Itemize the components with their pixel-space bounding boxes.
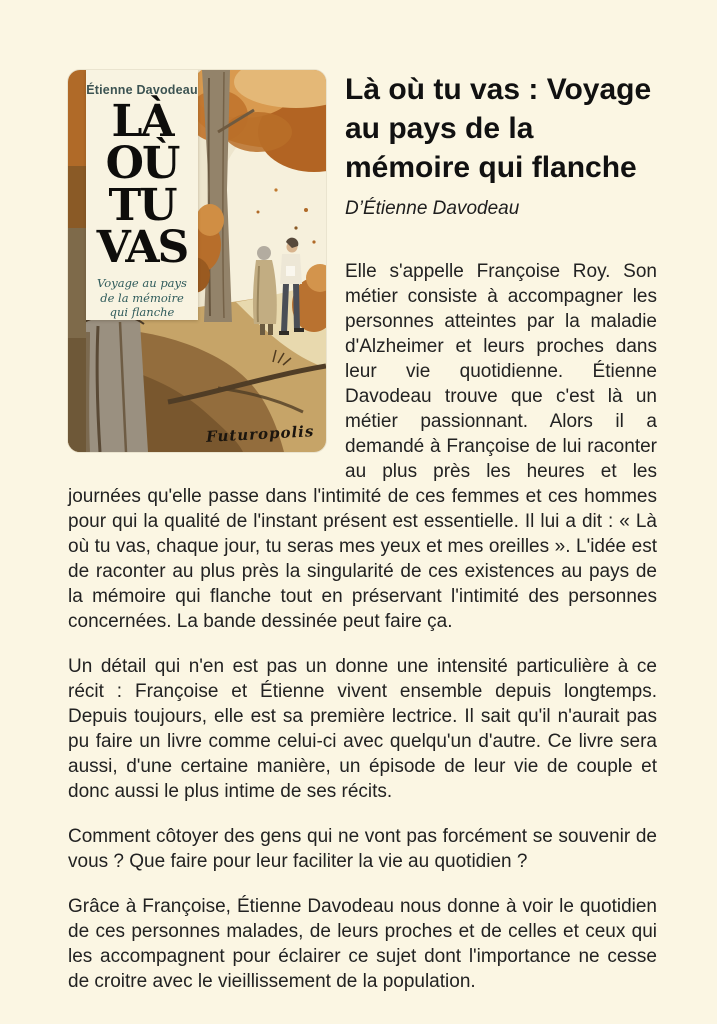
cover-title	[86, 96, 198, 273]
cover-subtitle	[86, 276, 198, 320]
cover-title-line: OÙ	[105, 138, 179, 189]
cover-title-line: LÀ	[111, 96, 173, 147]
cover-author-name: Étienne Davodeau	[86, 83, 198, 97]
cover-title-panel	[86, 70, 198, 320]
tree-trunk-foreground	[80, 314, 148, 452]
article-paragraph: Elle s'appelle Françoise Roy. Son métier consiste à accompagner les personnes atteintes par la maladie d'Alzheimer et leurs proches dans leur vie quotidienne. Étienne Davodeau trouve que c'est là un métier passionnant. Alors il a demandé à Françoise de lui raconter au plus près les heures et les journées qu'elle passe dans l'intimité de ces femmes et ces hommes pour qui la qualité de l'instant présent est essentielle. Il lui a dit : « Là où tu vas, chaque jour, tu seras mes yeux et mes oreilles ». L'idée est de raconter au plus près la singularité de ces existences au pays de la mémoire qui flanche tout en préservant l'intimité des personnes concernées. La bande dessinée peut faire ça.	[68, 261, 657, 632]
cover-title-line: VAS	[96, 222, 188, 273]
article-paragraph: Grâce à Françoise, Étienne Davodeau nous donne à voir le quotidien de ces personnes malades, de leurs proches et de celles et ceux qui les accompagnent pour éclairer ce sujet dont l'importance ne cesse de croitre avec le vieillissement de la population.	[68, 896, 657, 992]
cover-subtitle-line: qui flanche	[109, 305, 175, 319]
cover-subtitle-line: de la mémoire	[100, 290, 184, 305]
page-title: Là où tu vas : Voyage au pays de la mémoire qui flanche	[345, 73, 652, 184]
cover-subtitle-line: Voyage au pays	[97, 276, 187, 290]
article-paragraph: Comment côtoyer des gens qui ne vont pas forcément se souvenir de vous ? Que faire pour leur faciliter la vie au quotidien ?	[68, 826, 657, 872]
cover-title-line: TU	[108, 180, 176, 231]
cover-left-edge-foliage	[68, 70, 86, 452]
author-byline: D’Étienne Davodeau	[345, 198, 520, 219]
book-cover	[68, 70, 326, 452]
publisher-logo: Futuropolis	[205, 422, 315, 446]
article-paragraph: Un détail qui n'en est pas un donne une intensité particulière à ce récit : Françoise et Étienne vivent ensemble depuis longtemps. Depuis toujours, elle est sa première lectrice. Il sait qu'il n'aurait pas pu faire un livre comme celui-ci avec quelqu'un d'autre. Ce livre sera aussi, d'une certaine manière, un épisode de leur vie de couple et donc aussi le plus intime de ses récits.	[68, 656, 657, 802]
